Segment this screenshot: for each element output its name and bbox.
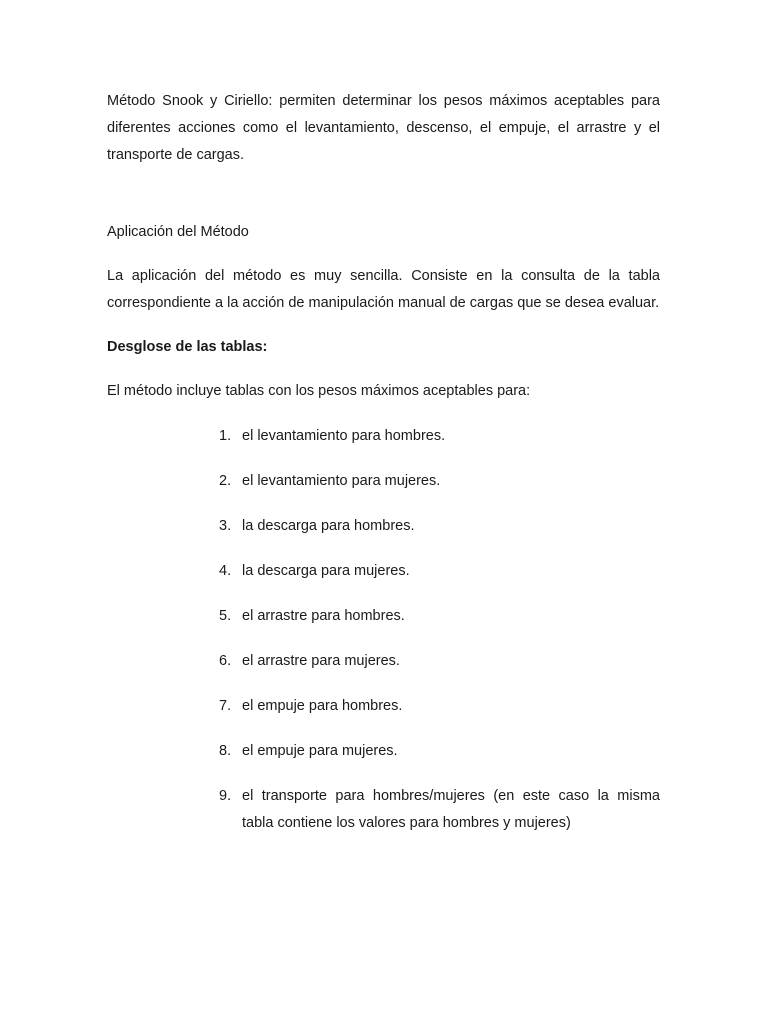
list-item <box>107 513 660 540</box>
list-item <box>107 648 660 675</box>
list-item <box>107 693 660 720</box>
intro-paragraph: Método Snook y Ciriello: permiten determinar los pesos máximos aceptables para diferentes acciones como el levantamiento, descenso, el empuje, el arrastre y el transporte de cargas. <box>107 93 660 163</box>
list-item-text: el levantamiento para mujeres. <box>242 473 441 489</box>
list-item <box>107 468 660 495</box>
list-item-number: 8. <box>219 743 232 759</box>
list-item-number: 2. <box>219 473 232 489</box>
list-item <box>107 558 660 585</box>
includes-paragraph: El método incluye tablas con los pesos máximos aceptables para: <box>107 383 531 399</box>
list-item-number: 7. <box>219 698 232 714</box>
list-item-text: la descarga para hombres. <box>242 518 415 534</box>
application-heading: Aplicación del Método <box>107 224 249 240</box>
list-item <box>107 603 660 630</box>
list-item-number: 9. <box>219 788 232 804</box>
document-page <box>107 88 660 855</box>
list-item-text: el arrastre para mujeres. <box>242 653 400 669</box>
list-item-text: el empuje para mujeres. <box>242 743 398 759</box>
list-item-number: 3. <box>219 518 232 534</box>
list-item-number: 5. <box>219 608 232 624</box>
breakdown-heading: Desglose de las tablas: <box>107 339 268 355</box>
application-paragraph: La aplicación del método es muy sencilla. Consiste en la consulta de la tabla correspondiente a la acción de manipulación manual de cargas que se desea evaluar. <box>107 268 660 311</box>
list-item <box>107 783 660 837</box>
list-item <box>107 423 660 450</box>
list-item-text: el arrastre para hombres. <box>242 608 405 624</box>
list-item-number: 4. <box>219 563 232 579</box>
list-item <box>107 738 660 765</box>
list-item-text: el transporte para hombres/mujeres (en este caso la misma tabla contiene los valores para hombres y mujeres) <box>242 788 660 831</box>
tables-list <box>107 423 660 837</box>
list-item-text: el empuje para hombres. <box>242 698 403 714</box>
list-item-text: la descarga para mujeres. <box>242 563 410 579</box>
list-item-number: 6. <box>219 653 232 669</box>
list-item-number: 1. <box>219 428 232 444</box>
list-item-text: el levantamiento para hombres. <box>242 428 446 444</box>
